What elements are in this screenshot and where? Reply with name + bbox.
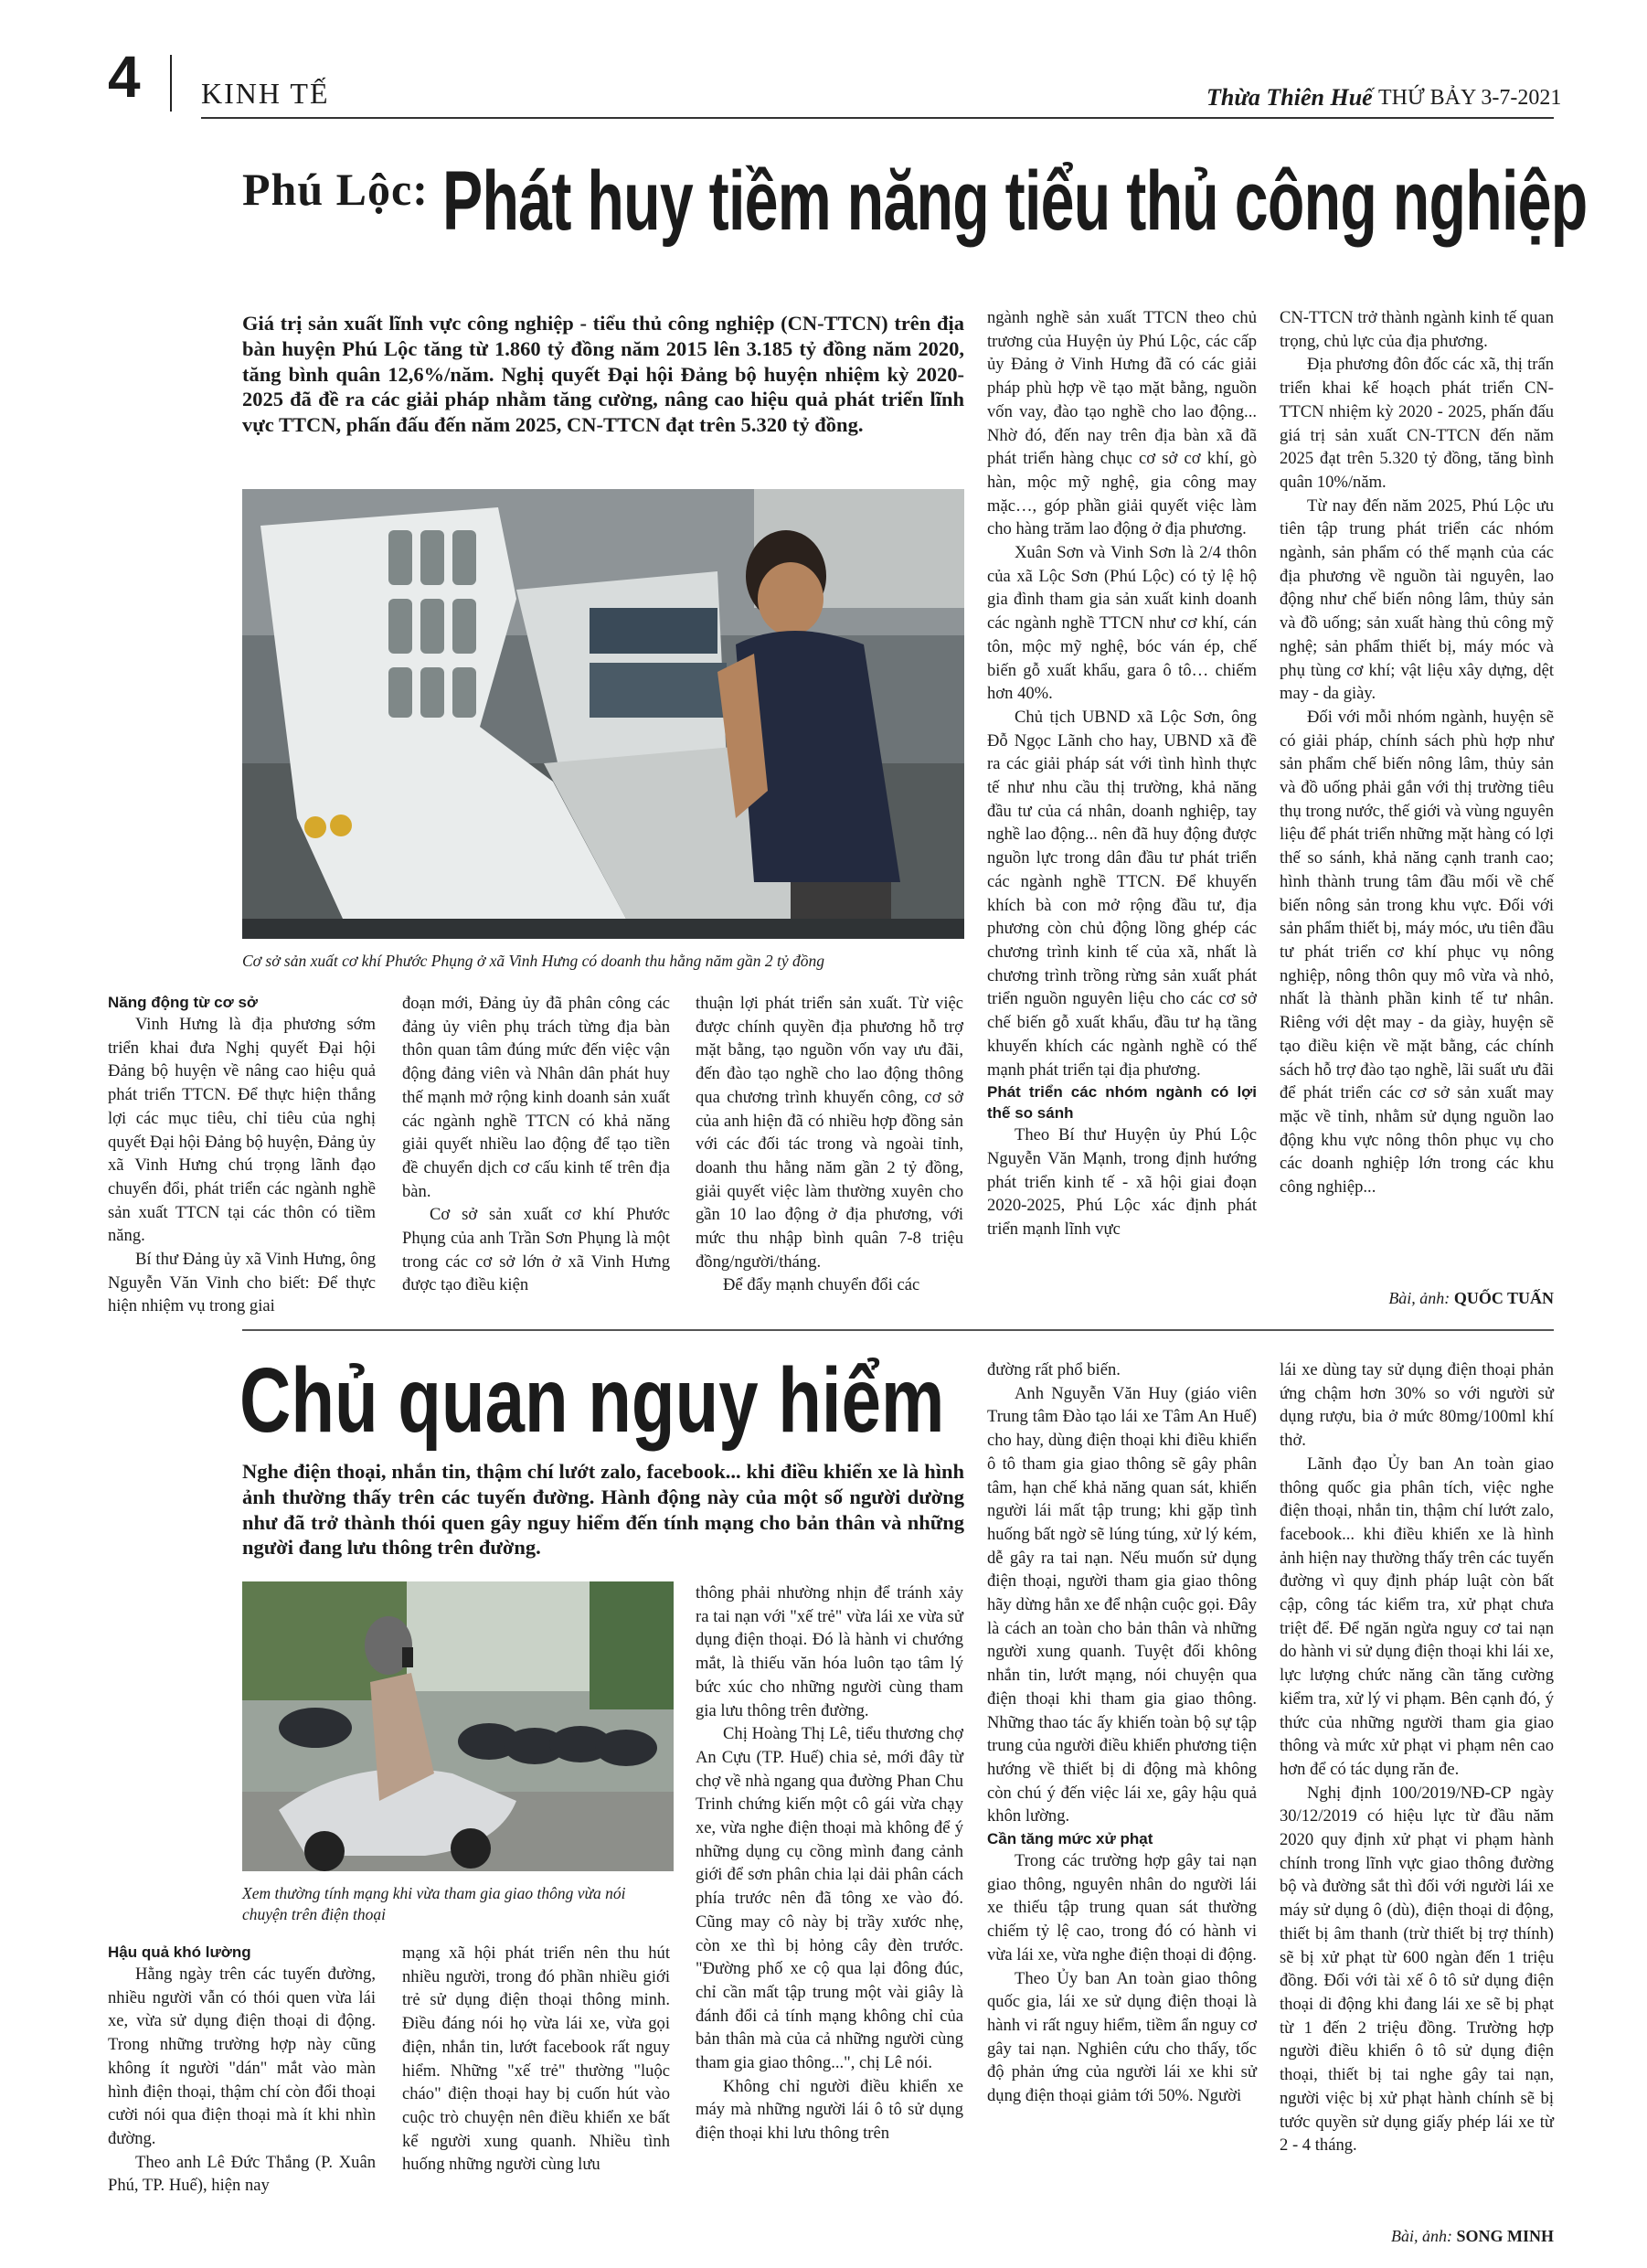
paragraph: lái xe dùng tay sử dụng điện thoại phản ứng chậm hơn 30% so với người sử dụng rượu, bia ở mức 80mg/100ml khí thở. (1280, 1360, 1554, 1451)
paragraph: thông phải nhường nhịn để tránh xảy ra tai nạn với "xế trẻ" vừa lái xe vừa sử dụng điện thoại. Đó là hành vi chướng mắt, là thiếu văn hóa luôn tạo tâm lý bức xúc cho những người cùng tham gia lưu thông trên đường. (696, 1583, 963, 1720)
traffic-photo-image (242, 1581, 674, 1871)
article1-column-4 (987, 306, 1257, 1241)
paragraph: đường rất phổ biến. (987, 1360, 1121, 1379)
paragraph: Bí thư Đảng ủy xã Vinh Hưng, ông Nguyễn Văn Vinh cho biết: Để thực hiện nhiệm vụ trong giai (108, 1250, 376, 1316)
article2-photo (242, 1581, 674, 1871)
byline-author: SONG MINH (1456, 2227, 1554, 2245)
article1-kicker: Phú Lộc: (242, 164, 429, 215)
article1-photo-caption: Cơ sở sản xuất cơ khí Phước Phụng ở xã Vinh Hưng có doanh thu hằng năm gần 2 tỷ đồng (242, 952, 825, 970)
paragraph: Địa phương đôn đốc các xã, thị trấn triển khai kế hoạch phát triển CN-TTCN nhiệm kỳ 2020 - 2025, phấn đấu giá trị sản xuất CN-TTCN đến năm 2025 đạt trên 5.320 tỷ đồng, tăng bình quân 10%/năm. (1280, 355, 1554, 492)
article2-column-3 (696, 1581, 963, 2146)
page-number: 4 (108, 44, 141, 110)
article1-subhead-2: Phát triển các nhóm ngành có lợi thế so sánh (987, 1083, 1257, 1123)
paragraph: Theo anh Lê Đức Thắng (P. Xuân Phú, TP. Huế), hiện nay (108, 2152, 376, 2196)
article2-column-1 (108, 1942, 376, 2198)
article2-subhead-2: Cần tăng mức xử phạt (987, 1830, 1153, 1848)
byline-author: QUỐC TUẤN (1453, 1289, 1554, 1307)
article1-photo (242, 489, 964, 939)
paragraph: Từ nay đến năm 2025, Phú Lộc ưu tiên tập trung phát triển các nhóm ngành, sản phẩm có thế mạnh của các địa phương về nguồn tài nguyên, lao động như chế biến nông lâm, thủy sản và đồ uống; sản xuất hàng thủ công mỹ nghệ; sản phẩm thiết bị, máy móc và phụ tùng cơ khí; vật liệu xây dựng, dệt may - da giày. (1280, 495, 1554, 704)
article1-column-5 (1280, 306, 1554, 1199)
header-rule (201, 117, 1554, 119)
newspaper-name: Thừa Thiên Huế (1206, 84, 1373, 111)
paragraph: đoạn mới, Đảng ủy đã phân công các đảng ủy viên phụ trách từng địa bàn thôn quan tâm đúng mức đến việc vận động đảng viên và Nhân dân phát huy thế mạnh mở rộng kinh doanh sản xuất các ngành nghề TTCN có khả năng giải quyết nhiều lao động để tạo tiền đề chuyển dịch cơ cấu kinh tế trên địa bàn. (402, 994, 670, 1201)
article1-column-1 (108, 992, 376, 1318)
header-divider (170, 55, 172, 112)
paragraph: Chị Hoàng Thị Lê, tiểu thương chợ An Cựu (TP. Huế) chia sẻ, mới đây từ chợ về nhà ngang qua đường Phan Chu Trinh chứng kiến một cô gái vừa chạy xe, vừa nghe điện thoại mà không để ý những dụng cụ cồng mình đang cảnh giới để sơn phân chia lại dải phân cách phía trước nên đã tông xe vào đó. Cũng may cô này bị trầy xước nhẹ, còn xe thì bị hỏng cây đèn trước. "Đường phố xe cộ qua lại đông đúc, chỉ cần mất tập trung một vài giây là đánh đổi cả tính mạng không chỉ của bản thân mà của cả những người cùng tham gia giao thông...", chị Lê nói. (696, 1724, 963, 2073)
paragraph: Vinh Hưng là địa phương sớm triển khai đưa Nghị quyết Đại hội Đảng bộ huyện về nâng cao hiệu quả phát triển TTCN. Để thực hiện thắng lợi các mục tiêu, chỉ tiêu của nghị quyết Đại hội Đảng bộ huyện, Đảng ủy xã Vinh Hưng chú trọng lãnh đạo chuyển đổi, phát triển các ngành nghề sản xuất TTCN tại các thôn có tiềm năng. (108, 1015, 376, 1246)
article1-subhead-1: Năng động từ cơ sở (108, 994, 258, 1011)
workshop-photo-image (242, 489, 964, 939)
paragraph: Theo Bí thư Huyện ủy Phú Lộc Nguyễn Văn Mạnh, trong định hướng phát triển kinh tế - xã hội giai đoạn 2020-2025, Phú Lộc xác định phát triển mạnh lĩnh vực (987, 1125, 1257, 1240)
article1-column-3 (696, 992, 963, 1297)
article2-column-5 (1280, 1358, 1554, 2157)
paragraph: Không chỉ người điều khiển xe máy mà những người lái ô tô sử dụng điện thoại khi lưu thông trên (696, 2076, 963, 2144)
paragraph: Cơ sở sản xuất cơ khí Phước Phụng của anh Trần Sơn Phụng là một trong các cơ sở lớn ở xã Vinh Hưng được tạo điều kiện (402, 1205, 670, 1295)
paragraph: Lãnh đạo Ủy ban An toàn giao thông quốc gia phân tích, việc nghe điện thoại, nhắn tin, thậm chí lướt zalo, facebook... khi điều khiển xe là hình ảnh hiện nay thường thấy trên các tuyến đường vì quy định pháp luật còn bất cập, công tác kiểm tra, xử phạt chưa triệt để. Để ngăn ngừa nguy cơ tai nạn do hành vi sử dụng điện thoại khi lái xe, lực lượng chức năng cần tăng cường kiểm tra, xử lý vi phạm. Bên cạnh đó, ý thức của những người tham gia giao thông và mức xử phạt vi phạm nên cao hơn để có tác dụng răn đe. (1280, 1453, 1554, 1779)
article2-photo-caption: Xem thường tính mạng khi vừa tham gia giao thông vừa nói chuyện trên điện thoại (242, 1884, 626, 1923)
article2-column-4 (987, 1358, 1257, 2108)
article2-title: Chủ quan nguy hiểm (239, 1349, 945, 1452)
paragraph: Theo Ủy ban An toàn giao thông quốc gia, lái xe sử dụng điện thoại là hành vi rất nguy hiểm, tiềm ẩn nguy cơ gây tai nạn. Nghiên cứu cho thấy, tốc độ phản ứng của người lái xe khi sử dụng điện thoại giảm tới 50%. Người (987, 1968, 1257, 2106)
article2-lede: Nghe điện thoại, nhắn tin, thậm chí lướt zalo, facebook... khi điều khiển xe là hình ảnh thường thấy trên các tuyến đường. Hành động này của một số người dường như đã trở thành thói quen gây nguy hiểm đến tính mạng cho bản thân và những người đang lưu thông trên đường. (242, 1460, 964, 1560)
paragraph: mạng xã hội phát triển nên thu hút nhiều người, trong đó phần nhiều giới trẻ sử dụng điện thoại thông minh. Điều đáng nói họ vừa lái xe, vừa gọi điện, nhắn tin, lướt facebook rất nguy hiểm. Những "xế trẻ" thường "luộc cháo" điện thoại hay bị cuốn hút vào cuộc trò chuyện nên điều khiển xe bất kể người xung quanh. Nhiều tình huống những người cùng lưu (402, 1943, 670, 2175)
paragraph: Chủ tịch UBND xã Lộc Sơn, ông Đỗ Ngọc Lãnh cho hay, UBND xã đề ra các giải pháp sát với tình hình thực tế như nhu cầu thị trường, khả năng đầu tư của cá nhân, doanh nghiệp, tay nghề lao động... nên đã huy động được nguồn lực trong dân đầu tư phát triển các ngành nghề TTCN. Để khuyến khích bà con mở rộng đầu tư, địa phương còn chủ động lồng ghép các chương trình kinh tế của xã, nhất là chương trình trồng rừng sản xuất phát triển nguồn nguyên liệu cho các cơ sở chế biến gỗ xuất khẩu, đầu tư hạ tầng khuyến khích các ngành nghề có thế mạnh phát triển tại địa phương. (987, 707, 1257, 1080)
article2-subhead-1: Hậu quả khó lường (108, 1943, 251, 1961)
paragraph: Hằng ngày trên các tuyến đường, nhiều người vẫn có thói quen vừa lái xe, vừa sử dụng điện thoại di động. Trong những trường hợp này cũng không ít người "dán" mắt vào màn hình điện thoại, thậm chí còn đổi thoại cười nói qua điện thoại mà ít khi nhìn đường. (108, 1965, 376, 2148)
paragraph: thuận lợi phát triển sản xuất. Từ việc được chính quyền địa phương hỗ trợ mặt bằng, tạo nguồn vốn vay ưu đãi, đến đào tạo nghề cho lao động thông qua chương trình khuyến công, cơ sở của anh hiện đã có nhiều hợp đồng sản với các đối tác trong và ngoài tỉnh, doanh thu hằng năm gần 2 tỷ đồng, giải quyết việc làm thường xuyên cho gần 10 lao động ở địa phương, với mức thu nhập bình quân 7-8 triệu đồng/người/tháng. (696, 994, 963, 1272)
byline-label: Bài, ảnh: (1390, 2227, 1452, 2245)
article2-column-2 (402, 1942, 670, 2177)
article1-byline (1280, 1289, 1554, 1308)
paragraph: ngành nghề sản xuất TTCN theo chủ trương của Huyện ủy Phú Lộc, các cấp ủy Đảng ở Vinh Hưng đã có các giải pháp phù hợp về tạo mặt bằng, nguồn vốn vay, đào tạo nghề cho lao động... Nhờ đó, đến nay trên địa bàn xã đã phát triển hàng chục cơ sở cơ khí, gò hàn, mộc mỹ nghệ, gia công may mặc…, góp phần giải quyết việc làm cho hàng trăm lao động ở địa phương. (987, 308, 1257, 539)
article1-title: Phát huy tiềm năng tiểu thủ công nghiệp (442, 154, 1588, 248)
paragraph: Để đẩy mạnh chuyển đổi các (723, 1275, 920, 1295)
byline-label: Bài, ảnh: (1388, 1289, 1450, 1307)
issue-date: THỨ BẢY 3-7-2021 (1378, 86, 1562, 110)
paragraph: CN-TTCN trở thành ngành kinh tế quan trọng, chủ lực của địa phương. (1280, 308, 1554, 351)
paragraph: Anh Nguyễn Văn Huy (giáo viên Trung tâm Đào tạo lái xe Tâm An Huế) cho hay, dùng điện thoại khi điều khiển ô tô tham gia giao thông sẽ gây phân tâm, hạn chế khả năng quan sát, khiến người lái mất tập trung; khi gặp tình huống bất ngờ sẽ lúng túng, xử lý kém, dễ gây ra tai nạn. Nếu muốn sử dụng điện thoại, người tham gia giao thông hãy dừng hẳn xe để nhận cuộc gọi. Đây là cách an toàn cho bản thân và những người xung quanh. Tuyệt đối không nhắn tin, lướt mạng, nói chuyện qua điện thoại khi tham gia giao thông. Những thao tác ấy khiến toàn bộ sự tập trung của người điều khiển phương tiện hướng về thiết bị di động mà không còn chú ý đến việc lái xe, gây hậu quả khôn lường. (987, 1383, 1257, 1826)
article1-lede: Giá trị sản xuất lĩnh vực công nghiệp - tiểu thủ công nghiệp (CN-TTCN) trên địa bàn huyện Phú Lộc tăng từ 1.860 tỷ đồng năm 2015 lên 3.185 tỷ đồng năm 2020, tăng bình quân 12,6%/năm. Nghị quyết Đại hội Đảng bộ huyện nhiệm kỳ 2020-2025 đã đề ra các giải pháp nhằm tăng cường, nâng cao hiệu quả phát triển lĩnh vực TTCN, phấn đấu đến năm 2025, CN-TTCN đạt trên 5.320 tỷ đồng. (242, 312, 964, 437)
paragraph: Đối với mỗi nhóm ngành, huyện sẽ có giải pháp, chính sách phù hợp như sản phẩm chế biến nông lâm, thủy sản và đồ uống phải gắn với thị trường tiêu thụ trong nước, thế giới và vùng nguyên liệu để phát triển những mặt hàng có lợi thế so sánh, khả năng cạnh tranh cao; hình thành trung tâm đầu mối về chế biến nông sản trong khu vực. Đối với sản phẩm thiết bị, máy móc, ưu tiên đầu tư phát triển cơ khí phục vụ nông nghiệp, nông thôn quy mô vừa và nhỏ, nhất là thành phần kinh tế tư nhân. Riêng với dệt may - da giày, huyện sẽ tạo điều kiện về mặt bằng, các chính sách hỗ trợ đào tạo nghề, lãi suất ưu đãi để phát triển các cơ sở sản xuất may mặc về tỉnh, nhằm sử dụng nguồn lao động khu vực nông thôn phục vụ cho các doanh nghiệp lớn trong các khu công nghiệp... (1280, 707, 1554, 1198)
section-title: KINH TẾ (201, 77, 330, 110)
paragraph: Trong các trường hợp gây tai nạn giao thông, nguyên nhân do người lái xe thiếu tập trung quan sát thường chiếm tỷ lệ cao, trong đó có hành vi vừa lái xe, vừa nghe điện thoại di động. (987, 1851, 1257, 1965)
paragraph: Xuân Sơn và Vinh Sơn là 2/4 thôn của xã Lộc Sơn (Phú Lộc) có tỷ lệ hộ gia đình tham gia sản xuất kinh doanh các ngành nghề TTCN như cơ khí, cán tôn, mộc mỹ nghệ, bóc ván ép, chế biến gỗ xuất khẩu, gara ô tô… chiếm hơn 40%. (987, 543, 1257, 704)
article1-column-2 (402, 992, 670, 1297)
paragraph: Nghị định 100/2019/NĐ-CP ngày 30/12/2019 có hiệu lực từ đầu năm 2020 quy định xử phạt vi phạm hành chính trong lĩnh vực giao thông đường bộ và đường sắt thì đối với người lái xe máy sử dụng ô (dù), điện thoại di động, thiết bị âm thanh (trừ thiết bị trợ thính) sẽ bị xử phạt từ 600 ngàn đến 1 triệu đồng. Đối với tài xế ô tô sử dụng điện thoại di động khi đang lái xe sẽ bị phạt từ 1 đến 2 triệu đồng. Trường hợp người điều khiển ô tô sử dụng điện thoại, thiết bị tai nghe gây tai nạn, người việc bị xử phạt hành chính sẽ bị tước quyền sử dụng giấy phép lái xe từ 2 - 4 tháng. (1280, 1783, 1554, 2156)
article-divider (242, 1329, 1554, 1331)
article2-byline (1280, 2227, 1554, 2246)
